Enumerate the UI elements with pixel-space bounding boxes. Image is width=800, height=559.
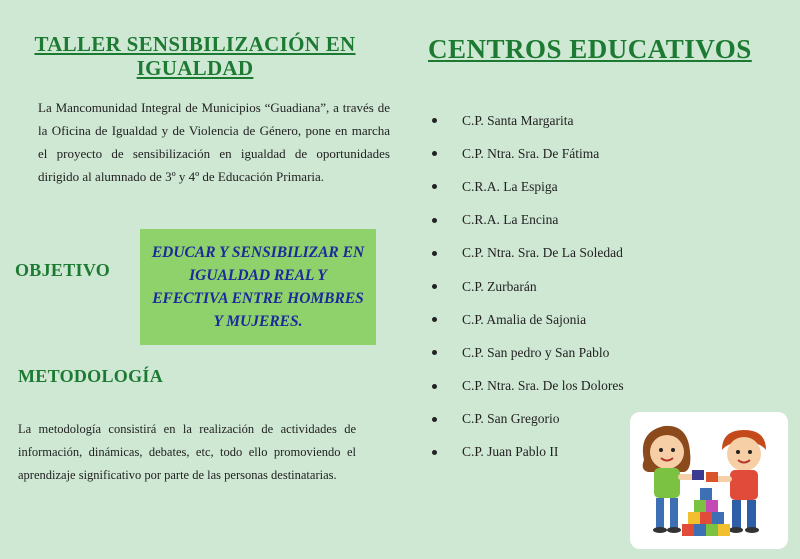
intro-paragraph: [38, 96, 390, 188]
objective-box: [140, 229, 376, 345]
center-name: C.P. San Gregorio: [462, 411, 560, 427]
center-name: C.R.A. La Encina: [462, 212, 559, 228]
bullet-icon: [432, 284, 437, 289]
methodology-text: La metodología consistirá en la realización de actividades de información, dinámicas, debates, etc, todo ello promoviendo el aprendizaje significativo por parte de las personas destinatarias.: [18, 422, 356, 482]
intro-text: La Mancomunidad Integral de Municipios “Guadiana”, a través de la Oficina de Igualdad y de Violencia de Género, pone en marcha el proyecto de sensibilización en igualdad de oportunidades dirigido al alumnado de 3º y 4º de Educación Primaria.: [38, 100, 390, 184]
center-name: C.P. Juan Pablo II: [462, 444, 559, 460]
workshop-title: TALLER SENSIBILIZACIÓN EN IGUALDAD: [34, 32, 356, 80]
bullet-icon: [432, 118, 437, 123]
list-item: [430, 137, 760, 170]
list-item: [430, 303, 760, 336]
bullet-icon: [432, 251, 437, 256]
list-item: [430, 204, 760, 237]
centers-title: CENTROS EDUCATIVOS: [428, 34, 752, 64]
list-item: [430, 170, 760, 203]
children-with-blocks-illustration: [630, 412, 788, 549]
center-name: C.P. Zurbarán: [462, 278, 537, 294]
bullet-icon: [432, 350, 437, 355]
bullet-icon: [432, 417, 437, 422]
bullet-icon: [432, 384, 437, 389]
center-name: C.P. Amalia de Sajonia: [462, 311, 587, 327]
list-item: [430, 104, 760, 137]
list-item: [430, 336, 760, 369]
center-name: C.P. San pedro y San Pablo: [462, 344, 610, 360]
list-item: [430, 270, 760, 303]
right-panel: [400, 0, 800, 559]
bullet-icon: [432, 450, 437, 455]
list-item: [430, 237, 760, 270]
list-item: [430, 370, 760, 403]
center-name: C.P. Ntra. Sra. De los Dolores: [462, 378, 624, 394]
objective-heading: OBJETIVO: [15, 260, 111, 280]
center-name: C.R.A. La Espiga: [462, 178, 558, 194]
methodology-heading: METODOLOGÍA: [18, 366, 163, 386]
objective-text: EDUCAR Y SENSIBILIZAR EN IGUALDAD REAL Y EFECTIVA ENTRE HOMBRES Y MUJERES.: [151, 244, 365, 330]
bullet-icon: [432, 184, 437, 189]
children-illustration-svg: [630, 412, 788, 549]
bullet-icon: [432, 317, 437, 322]
center-name: C.P. Ntra. Sra. De Fátima: [462, 145, 600, 161]
bullet-icon: [432, 218, 437, 223]
center-name: C.P. Santa Margarita: [462, 112, 574, 128]
center-name: C.P. Ntra. Sra. De La Soledad: [462, 245, 623, 261]
bullet-icon: [432, 151, 437, 156]
